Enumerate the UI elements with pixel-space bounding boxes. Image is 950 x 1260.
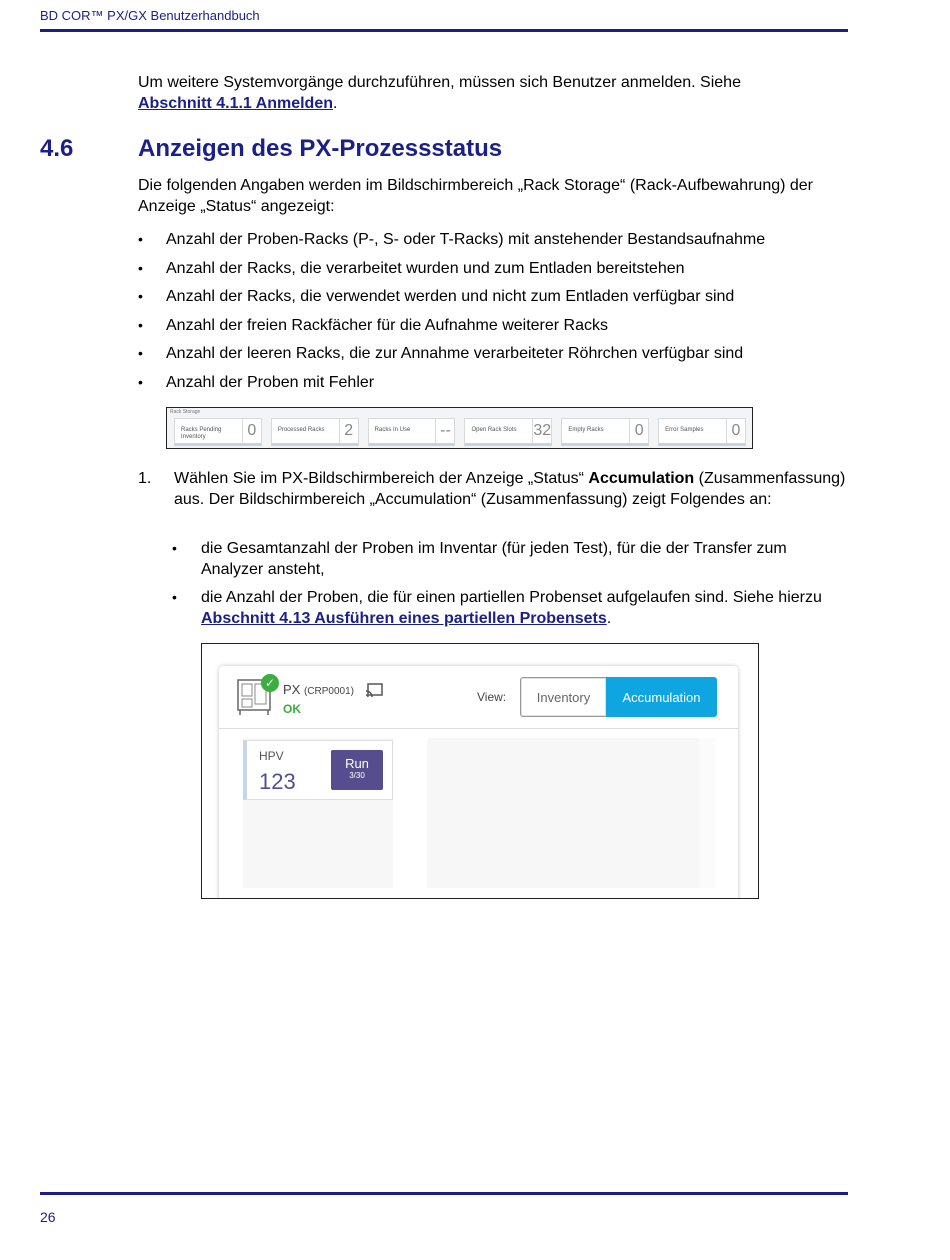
sub2-end: . bbox=[606, 610, 612, 627]
rack-card-label: Processed Racks bbox=[277, 427, 325, 433]
footer-rule bbox=[40, 1192, 848, 1195]
rack-card-processed bbox=[271, 418, 359, 446]
cast-icon[interactable] bbox=[365, 683, 383, 697]
rack-card-value: 32 bbox=[532, 419, 551, 443]
run-button[interactable] bbox=[331, 750, 383, 790]
header-rule bbox=[40, 29, 848, 32]
rack-card-in-use bbox=[368, 418, 456, 446]
rack-storage-title: Rack Storage bbox=[170, 409, 201, 415]
list-item: • die Gesamtanzahl der Proben im Inventar (für jeden Test), für die der Transfer zum Analyzer ansteht, bbox=[172, 538, 852, 580]
link-partial-set[interactable]: Abschnitt 4.13 Ausführen eines partiellen Probensets bbox=[201, 610, 607, 627]
link-anmelden[interactable]: Abschnitt 4.1.1 Anmelden bbox=[138, 95, 333, 112]
list-item: • Anzahl der Proben-Racks (P-, S- oder T-Racks) mit anstehender Bestandsaufnahme bbox=[138, 229, 765, 258]
view-accumulation-button[interactable]: Accumulation bbox=[606, 677, 717, 717]
view-inventory-button[interactable]: Inventory bbox=[520, 677, 606, 717]
status-info-list bbox=[138, 229, 765, 401]
panel-divider bbox=[219, 728, 738, 729]
step-sub-list bbox=[172, 538, 852, 580]
empty-column bbox=[427, 738, 699, 888]
device-status: OK bbox=[283, 702, 301, 716]
rack-card-label: Racks Pending Inventory bbox=[181, 427, 222, 440]
section-intro: Die folgenden Angaben werden im Bildschirmbereich „Rack Storage“ (Rack-Aufbewahrung) der Anzeige „Status“ angezeigt: bbox=[138, 177, 814, 215]
run-label: Run bbox=[345, 756, 369, 771]
rack-card-value: 0 bbox=[726, 419, 745, 443]
list-item: • Anzahl der Proben mit Fehler bbox=[138, 372, 765, 401]
list-item: • Anzahl der freien Rackfächer für die Aufnahme weiterer Racks bbox=[138, 315, 765, 344]
test-card-hpv bbox=[243, 740, 393, 800]
step-sub-list-2 bbox=[172, 587, 852, 629]
test-count: 123 bbox=[259, 769, 296, 794]
rack-card-value: -- bbox=[435, 419, 454, 443]
rack-card-label: Empty Racks bbox=[568, 427, 604, 433]
px-panel bbox=[219, 666, 738, 899]
rack-card-label: Open Rack Slots bbox=[471, 427, 517, 433]
run-progress: 3/30 bbox=[349, 771, 365, 780]
step-text bbox=[174, 468, 854, 510]
rack-card-label: Error Samples bbox=[665, 427, 704, 433]
section-title: Anzeigen des PX-Prozessstatus bbox=[138, 135, 503, 162]
sub2-text: die Anzahl der Proben, die für einen partiellen Probenset aufgelaufen sind. Siehe hierzu bbox=[201, 589, 822, 606]
rack-storage-screenshot bbox=[166, 407, 753, 449]
intro-end: . bbox=[333, 95, 338, 112]
intro-paragraph bbox=[138, 72, 850, 114]
list-item: • Anzahl der Racks, die verarbeitet wurden und zum Entladen bereitstehen bbox=[138, 258, 765, 287]
step-text-b: (Zusammenfassung) aus. Der Bildschirmbereich „Accumulation“ (Zusammenfassung) zeigt Folgendes an: bbox=[174, 470, 846, 508]
list-item: • Anzahl der leeren Racks, die zur Annahme verarbeiteter Röhrchen verfügbar sind bbox=[138, 343, 765, 372]
test-name: HPV bbox=[259, 749, 284, 763]
rack-card-label: Racks In Use bbox=[374, 427, 411, 433]
rack-card-value: 2 bbox=[339, 419, 358, 443]
step-text-a: Wählen Sie im PX-Bildschirmbereich der Anzeige „Status“ bbox=[174, 470, 589, 487]
view-label: View: bbox=[477, 690, 507, 704]
px-status-screenshot bbox=[201, 643, 759, 899]
rack-card-open-slots bbox=[464, 418, 552, 446]
rack-card-pending bbox=[174, 418, 262, 446]
list-item bbox=[172, 587, 852, 629]
page-number: 26 bbox=[40, 1209, 56, 1225]
intro-text: Um weitere Systemvorgänge durchzuführen, müssen sich Benutzer anmelden. Siehe bbox=[138, 74, 741, 91]
rack-card-value: 0 bbox=[629, 419, 648, 443]
section-number: 4.6 bbox=[40, 135, 74, 162]
device-name bbox=[283, 682, 354, 697]
document-header-title: BD COR™ PX/GX Benutzerhandbuch bbox=[40, 8, 260, 23]
scroll-track bbox=[699, 738, 715, 888]
device-name-text: PX bbox=[283, 682, 301, 697]
list-item: • Anzahl der Racks, die verwendet werden und nicht zum Entladen verfügbar sind bbox=[138, 286, 765, 315]
step-bold-term: Accumulation bbox=[588, 470, 695, 487]
rack-card-error bbox=[658, 418, 746, 446]
step-number: 1. bbox=[138, 470, 152, 487]
status-ok-check-icon: ✓ bbox=[261, 674, 279, 692]
rack-card-empty bbox=[561, 418, 649, 446]
rack-card-value: 0 bbox=[242, 419, 261, 443]
device-code: (CRP0001) bbox=[303, 686, 354, 697]
